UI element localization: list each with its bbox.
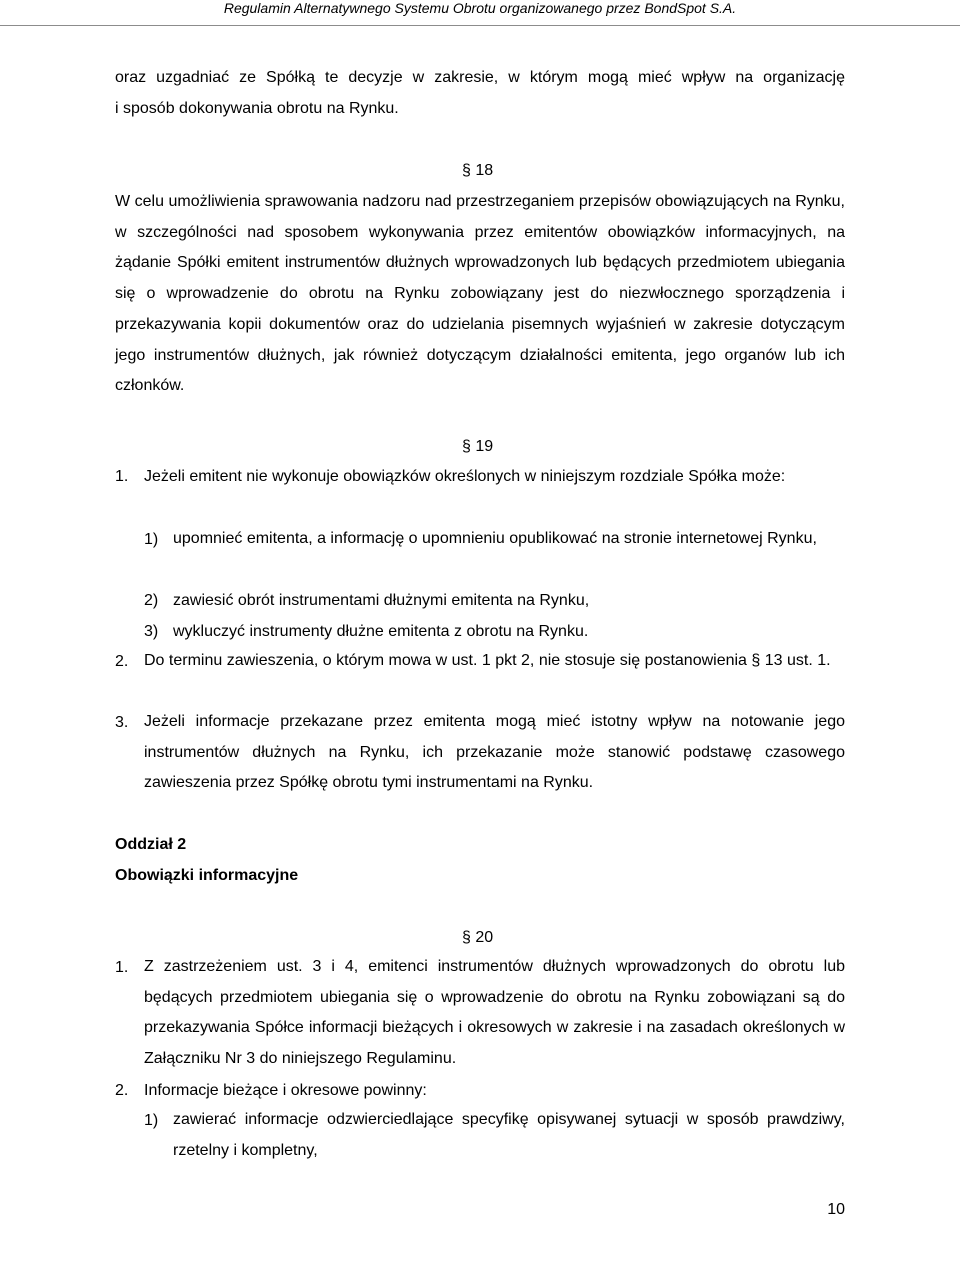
page-header: [0, 0, 960, 26]
section-18-text: W celu umożliwienia sprawowania nadzoru nad przestrzeganiem przepisów obowiązujących na Rynku, w szczególności nad sposobem wykonywania przez emitentów obowiązków informacyjnych, na żądanie Spółki emitent instrumentów dłużnych wprowadzonych lub będących przedmiotem ubiegania się o wprowadzenie do obrotu na Rynku zobowiązany jest do niezwłocznego sporządzenia i przekazywania kopii dokumentów oraz do udzielania pisemnych wyjaśnień w zakresie dotyczącym jego instrumentów dłużnych, jak również dotyczącym działalności emitenta, jego organów lub ich członków.: [115, 193, 845, 395]
section-19-heading: § 19: [462, 438, 494, 455]
s20-p1-number: 1.: [115, 959, 129, 976]
s19-p3-text: Jeżeli informacje przekazane przez emitenta mogą mieć istotny wpływ na notowanie jego instrumentów dłużnych na Rynku, ich przekazanie może stanowić podstawę czasowego zawieszenia przez Spółkę obrotu tymi instrumentami na Rynku.: [144, 713, 845, 792]
s19-p1-text: Jeżeli emitent nie wykonuje obowiązków określonych w niniejszym rozdziale Spółka może:: [144, 468, 786, 485]
intro-line-1: oraz uzgadniać ze Spółką te decyzje w zakresie, w którym mogą mieć wpływ na organizację: [115, 69, 845, 86]
s19-p2-text: Do terminu zawieszenia, o którym mowa w ust. 1 pkt 2, nie stosuje się postanowienia § 13 ust. 1.: [144, 652, 831, 669]
intro-line-2: i sposób dokonywania obrotu na Rynku.: [115, 100, 399, 117]
s19-p1-number: 1.: [115, 468, 129, 485]
s20-item-1-number: 1): [144, 1112, 159, 1129]
s19-item-2-text: zawiesić obrót instrumentami dłużnymi emitenta na Rynku,: [173, 592, 590, 609]
s19-item-3-number: 3): [144, 623, 159, 640]
section-18-heading: § 18: [462, 162, 494, 179]
s19-p2-number: 2.: [115, 653, 129, 670]
s19-item-3-text: wykluczyć instrumenty dłużne emitenta z obrotu na Rynku.: [173, 623, 589, 640]
division-title: Oddział 2: [115, 836, 187, 853]
s19-p3-number: 3.: [115, 714, 129, 731]
s20-p2-number: 2.: [115, 1082, 129, 1099]
s19-item-2-number: 2): [144, 592, 159, 609]
s19-item-1-number: 1): [144, 531, 159, 548]
division-subtitle: Obowiązki informacyjne: [115, 867, 299, 884]
header-title: Regulamin Alternatywnego Systemu Obrotu organizowanego przez BondSpot S.A.: [223, 0, 737, 16]
section-20-heading: § 20: [462, 929, 494, 946]
s20-item-1-text: zawierać informacje odzwierciedlające specyfikę opisywanej sytuacji w sposób prawdziwy, rzetelny i kompletny,: [173, 1111, 845, 1159]
s20-p2-text: Informacje bieżące i okresowe powinny:: [144, 1082, 427, 1099]
s20-p1-text: Z zastrzeżeniem ust. 3 i 4, emitenci instrumentów dłużnych wprowadzonych do obrotu lub będących przedmiotem ubiegania się o wprowadzenie do obrotu na Rynku zobowiązani są do przekazywania Spółce informacji bieżących i okresowych w zakresie i na zasadach określonych w Załączniku Nr 3 do niniejszego Regulaminu.: [144, 958, 845, 1068]
page-number: 10: [827, 1201, 845, 1218]
s19-item-1-text: upomnieć emitenta, a informację o upomnieniu opublikować na stronie internetowej Rynku,: [173, 530, 817, 547]
